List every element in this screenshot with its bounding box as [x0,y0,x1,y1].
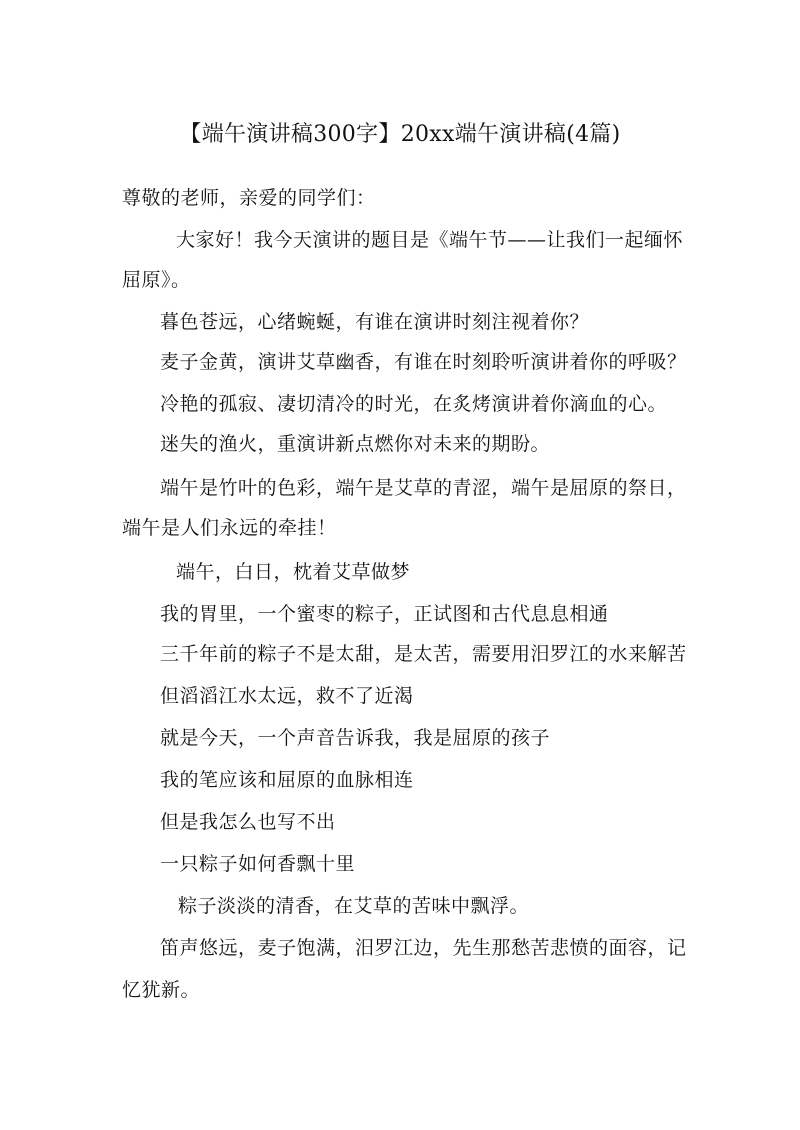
text-line-greeting-cont: 屈原》。 [122,269,191,291]
text-line-greeting: 大家好！我今天演讲的题目是《端午节——让我们一起缅怀 [176,229,684,251]
poem-line: 就是今天，一个声音告诉我，我是屈原的孩子 [160,727,551,749]
text-line: 迷失的渔火，重演讲新点燃你对未来的期盼。 [160,433,551,455]
document-title: 【端午演讲稿300字】20xx端午演讲稿(4篇) [179,122,621,147]
text-line: 忆犹新。 [122,979,201,1001]
text-line: 粽子淡淡的清香，在艾草的苦味中飘浮。 [178,895,530,917]
poem-line: 但滔滔江水太远，救不了近渴 [160,685,414,707]
poem-line: 我的胃里，一个蜜枣的粽子，正试图和古代息息相通 [160,603,609,625]
text-line: 端午是人们永远的牵挂！ [122,517,337,539]
text-line-salutation: 尊敬的老师，亲爱的同学们： [122,187,376,209]
text-line: 笛声悠远，麦子饱满，汨罗江边，先生那愁苦悲愤的面容，记 [160,937,687,959]
text-line: 麦子金黄，演讲艾草幽香，有谁在时刻聆听演讲着你的呼吸？ [160,351,687,373]
poem-line: 但是我怎么也写不出 [160,811,336,833]
text-line: 暮色苍远，心绪蜿蜒，有谁在演讲时刻注视着你？ [160,311,590,333]
poem-line: 一只粽子如何香飘十里 [160,853,356,875]
text-line: 端午是竹叶的色彩，端午是艾草的青涩，端午是屈原的祭日， [160,477,687,499]
poem-line: 三千年前的粽子不是太甜，是太苦，需要用汨罗江的水来解苦 [160,643,687,665]
poem-line: 端午，白日，枕着艾草做梦 [176,561,411,583]
text-line: 冷艳的孤寂、凄切清冷的时光，在炙烤演讲着你滴血的心。 [160,393,668,415]
poem-line: 我的笔应该和屈原的血脉相连 [160,769,414,791]
